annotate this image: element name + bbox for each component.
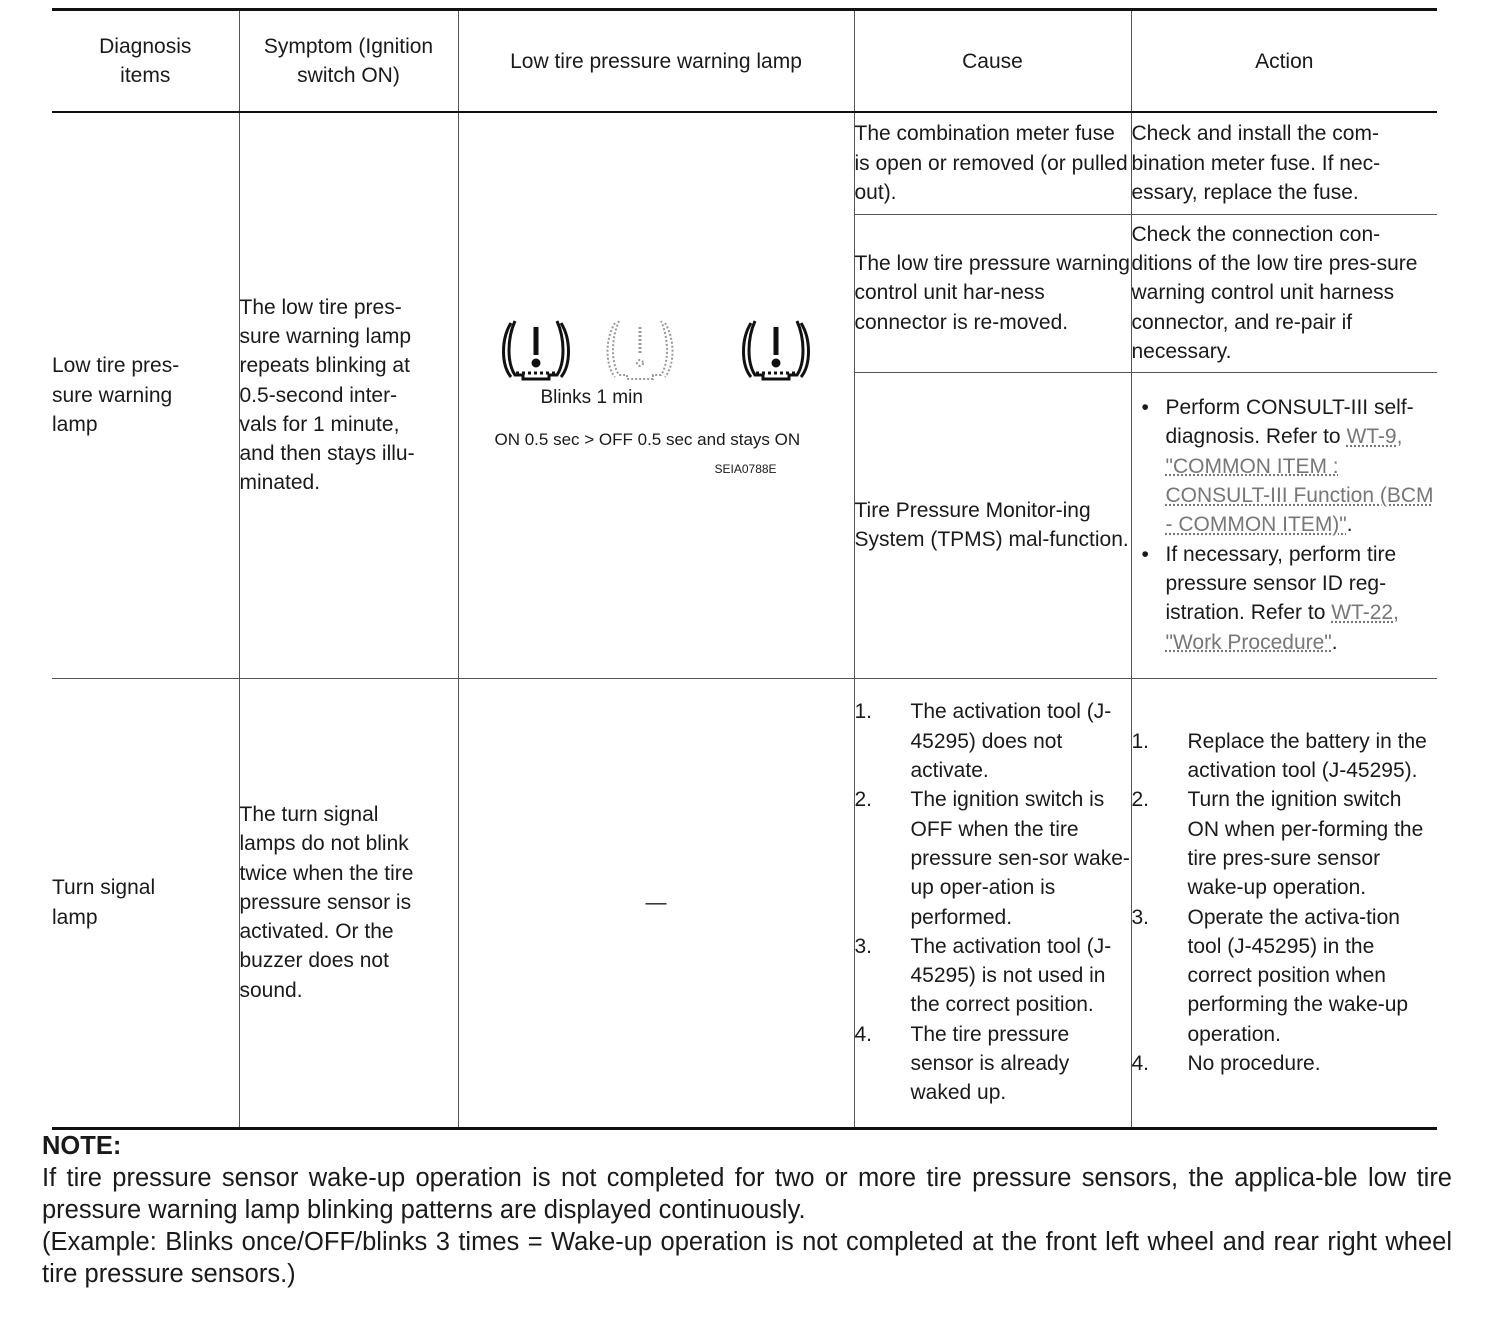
header-row — [52, 10, 1437, 113]
list-text: The activation tool (J-45295) does not activate. — [910, 700, 1112, 783]
list-text: The activation tool (J-45295) is not used in the correct position. — [910, 934, 1112, 1017]
list-item — [855, 932, 1131, 1020]
row1-diagnosis-item: Low tire pres-sure warning lamp — [52, 112, 239, 678]
list-item — [1132, 727, 1438, 786]
blink-timing-label: ON 0.5 sec > OFF 0.5 sec and stays ON — [494, 430, 801, 450]
row1-symptom: The low tire pres-sure warning lamp repeats blinking at 0.5-second inter-vals for 1 minute, and then stays illu-minated. — [239, 112, 458, 678]
note-title: NOTE: — [42, 1132, 122, 1160]
ref-link-wt9[interactable]: WT-9, "COMMON ITEM : CONSULT-III Function (BCM - COMMON ITEM)" — [1165, 425, 1434, 537]
header-symptom: Symptom (Ignition switch ON) — [239, 10, 458, 113]
row1-action-3 — [1131, 372, 1437, 678]
list-text: The tire pressure sensor is already waked up. — [910, 1022, 1070, 1105]
row1-cause-3: Tire Pressure Monitor-ing System (TPMS) mal-function. — [854, 372, 1131, 678]
list-item — [1132, 785, 1438, 902]
list-number: 2. — [854, 788, 873, 812]
list-item — [1132, 903, 1438, 1049]
header-warning-lamp: Low tire pressure warning lamp — [458, 10, 854, 113]
row1-cause-2: The low tire pressure warning control unit har-ness connector is re-moved. — [854, 214, 1131, 372]
ref-link-wt22[interactable]: WT-22, "Work Procedure" — [1165, 601, 1399, 654]
list-item: • Perform CONSULT-III self-diagnosis. Refer to WT-9, "COMMON ITEM : CONSULT-III Function (BCM - COMMON ITEM)". — [1142, 393, 1438, 539]
action-numbered-list — [1132, 727, 1438, 1079]
list-number: 1. — [1131, 729, 1150, 753]
bullet-icon: • — [1141, 396, 1149, 420]
lamp-blink-diagram — [459, 315, 854, 475]
list-number: 2. — [1131, 788, 1150, 812]
list-item — [855, 1020, 1131, 1108]
bullet-icon: • — [1141, 542, 1149, 566]
row2-causes — [854, 678, 1131, 1128]
figure-id-label: SEIA0788E — [714, 462, 777, 477]
list-item — [1132, 1049, 1438, 1078]
table-row — [52, 112, 1437, 214]
diagnosis-table — [52, 8, 1437, 1130]
list-number: 4. — [854, 1022, 873, 1046]
list-text: Turn the ignition switch ON when per-forming the tire pres-sure sensor wake-up operation. — [1187, 788, 1424, 900]
row1-action-1: Check and install the com-bination meter fuse. If nec-essary, replace the fuse. — [1131, 112, 1437, 214]
row1-lamp-figure — [458, 112, 854, 678]
list-number: 3. — [854, 934, 873, 958]
list-text: The ignition switch is OFF when the tire pressure sen-sor wake-up oper-ation is performed. — [910, 788, 1130, 929]
list-text: No procedure. — [1187, 1051, 1321, 1075]
tpms-lamp-off-icon — [607, 321, 672, 379]
list-item — [855, 697, 1131, 785]
row2-diagnosis-item: Turn signal lamp — [52, 678, 239, 1128]
list-text: Replace the battery in the activation tool (J-45295). — [1187, 729, 1427, 783]
row2-actions — [1131, 678, 1437, 1128]
note-paragraph-2: (Example: Blinks once/OFF/blinks 3 times = Wake-up operation is not completed at the front left wheel and rear right wheel tire pressure sensors.) — [42, 1228, 1452, 1288]
blink-duration-label: Blinks 1 min — [540, 387, 643, 409]
header-cause: Cause — [854, 10, 1131, 113]
row2-symptom: The turn signal lamps do not blink twice when the tire pressure sensor is activated. Or the buzzer does not sound. — [239, 678, 458, 1128]
header-diagnosis-items: Diagnosis items — [52, 10, 239, 113]
row1-cause-1: The combination meter fuse is open or removed (or pulled out). — [854, 112, 1131, 214]
note-paragraph-1: If tire pressure sensor wake-up operation is not completed for two or more tire pressure sensors, the applica-ble low tire pressure warning lamp blinking patterns are displayed continuously. — [42, 1164, 1452, 1224]
list-number: 3. — [1131, 905, 1150, 929]
list-item — [855, 785, 1131, 931]
cause-numbered-list — [855, 697, 1131, 1107]
tpms-lamp-stays-on-icon — [743, 321, 808, 379]
tpms-lamp-on-icon — [503, 321, 568, 379]
row2-lamp: — — [458, 678, 854, 1128]
row1-action-2: Check the connection con-ditions of the low tire pres-sure warning control unit harness connector, and re-pair if necessary. — [1131, 214, 1437, 372]
header-action: Action — [1131, 10, 1437, 113]
list-item: • If necessary, perform tire pressure sensor ID reg-istration. Refer to WT-22, "Work Procedure". — [1142, 540, 1438, 657]
table-row — [52, 678, 1437, 1128]
note-section — [42, 1130, 1452, 1290]
action-bullet-list — [1142, 393, 1438, 657]
list-number: 1. — [854, 700, 873, 724]
list-text: Operate the activa-tion tool (J-45295) in the correct position when performing the wake-up operation. — [1187, 905, 1409, 1046]
tpms-lamp-icons — [459, 315, 855, 475]
list-number: 4. — [1131, 1051, 1150, 1075]
